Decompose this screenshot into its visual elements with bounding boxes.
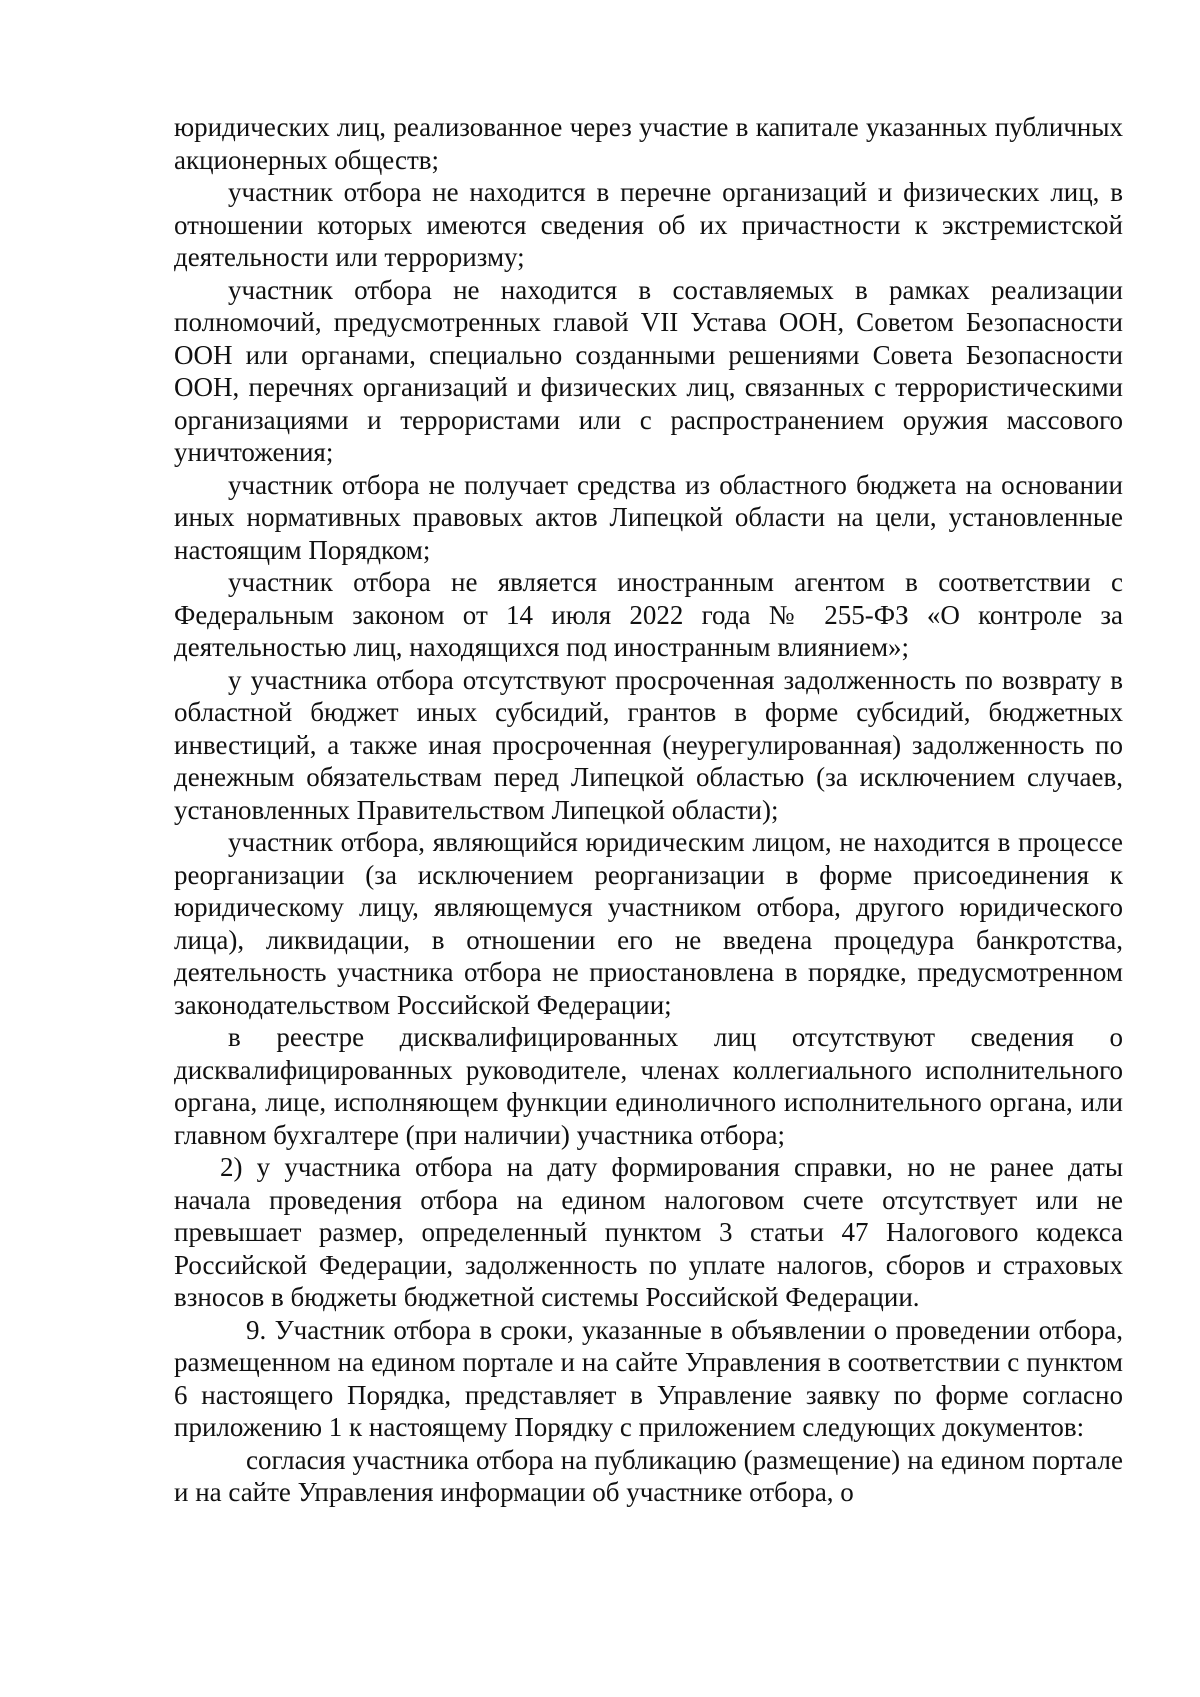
- paragraph-overdue-debt: у участника отбора отсутствуют просроченная задолженность по возврату в областной бюджет иных субсидий, грантов в форме субсидий, бюджетных инвестиций, а также иная просроченная (неурегулированная) задолженность по денежным обязательствам перед Липецкой областью (за исключением случаев, установленных Правительством Липецкой области);: [174, 664, 1123, 825]
- paragraph-continuation: юридических лиц, реализованное через участие в капитале указанных публичных акционерных обществ;: [174, 112, 1123, 175]
- paragraph-un-lists: участник отбора не находится в составляемых в рамках реализации полномочий, предусмотренных главой VII Устава ООН, Советом Безопасности ООН или органами, специально созданными решениями Совета Безопасности ООН, перечнях организаций и физических лиц, связанных с террористическими организациями и террористами или с распространением оружия массового уничтожения;: [174, 274, 1123, 467]
- paragraph-budget-funds: участник отбора не получает средства из областного бюджета на основании иных нормативных правовых актов Липецкой области на цели, установленные настоящим Порядком;: [174, 469, 1123, 565]
- paragraph-foreign-agent: участник отбора не является иностранным агентом в соответствии с Федеральным законом от 14 июля 2022 года № 255-ФЗ «О контроле за деятельностью лиц, находящихся под иностранным влиянием»;: [174, 567, 1123, 662]
- document-body: [174, 111, 1123, 1509]
- paragraph-disqualified-persons: в реестре дисквалифицированных лиц отсутствуют сведения о дисквалифицированных руководителе, членах коллегиального исполнительного органа, лице, исполняющем функции единоличного исполнительного органа, или главном бухгалтере (при наличии) участника отбора;: [174, 1022, 1123, 1150]
- paragraph-tax-debt: 2) у участника отбора на дату формирования справки, но не ранее даты начала проведения отбора на едином налоговом счете отсутствует или не превышает размер, определенный пунктом 3 статьи 47 Налогового кодекса Российской Федерации, задолженность по уплате налогов, сборов и страховых взносов в бюджеты бюджетной системы Российской Федерации.: [174, 1152, 1123, 1312]
- paragraph-extremism: участник отбора не находится в перечне организаций и физических лиц, в отношении которых имеются сведения об их причастности к экстремистской деятельности или терроризму;: [174, 177, 1123, 272]
- paragraph-publication-consent: согласия участника отбора на публикацию (размещение) на едином портале и на сайте Управления информации об участнике отбора, о: [174, 1444, 1123, 1507]
- paragraph-reorganization: участник отбора, являющийся юридическим лицом, не находится в процессе реорганизации (за исключением реорганизации в форме присоединения к юридическому лицу, являющемуся участником отбора, другого юридического лица), ликвидации, в отношении его не введена процедура банкротства, деятельность участника отбора не приостановлена в порядке, предусмотренном законодательством Российской Федерации;: [174, 827, 1123, 1020]
- paragraph-section-9: 9. Участник отбора в сроки, указанные в объявлении о проведении отбора, размещенном на едином портале и на сайте Управления в соответствии с пунктом 6 настоящего Порядка, представляет в Управление заявку по форме согласно приложению 1 к настоящему Порядку с приложением следующих документов:: [174, 1314, 1123, 1442]
